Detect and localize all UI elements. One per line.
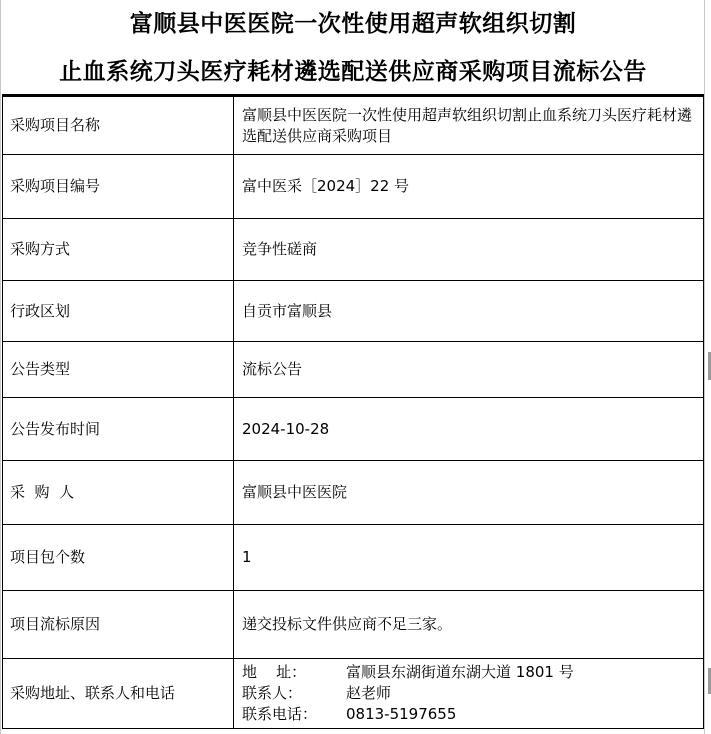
failure-reason-label: 项目流标原因 [3,591,234,659]
project-number-label: 采购项目编号 [3,155,234,219]
contact-person-value: 赵老师 [346,684,392,702]
project-name-value: 富顺县中医医院一次性使用超声软组织切割止血系统刀头医疗耗材遴选配送供应商采购项目 [234,97,704,155]
phone-key: 联系电话： [242,705,318,723]
project-number-value: 富中医采［2024］22 号 [234,155,704,219]
table-row [3,219,704,281]
contact-label: 采购地址、联系人和电话 [3,659,234,729]
contact-person-key: 联系人： [242,684,303,702]
table-row [3,97,704,155]
table-row [3,342,704,398]
notice-type-value: 流标公告 [234,342,704,398]
publish-date-label: 公告发布时间 [3,398,234,461]
project-name-label: 采购项目名称 [3,97,234,155]
package-count-label: 项目包个数 [3,525,234,591]
procurement-info-table [2,96,704,729]
purchaser-value: 富顺县中医医院 [234,461,704,525]
failure-reason-value: 递交投标文件供应商不足三家。 [234,591,704,659]
title-line-2: 止血系统刀头医疗耗材遴选配送供应商采购项目流标公告 [59,59,647,85]
table-row [3,591,704,659]
phone-line [242,704,697,725]
address-key: 地 址： [242,663,307,681]
table-row [3,659,704,729]
notice-type-label: 公告类型 [3,342,234,398]
region-value: 自贡市富顺县 [234,281,704,342]
region-label: 行政区划 [3,281,234,342]
package-count-value: 1 [234,525,704,591]
table-row [3,398,704,461]
address-line [242,662,697,683]
procurement-method-value: 竞争性磋商 [234,219,704,281]
table-row [3,525,704,591]
purchaser-label [3,461,234,525]
publish-date-value: 2024-10-28 [234,398,704,461]
table-row [3,155,704,219]
contact-value [234,659,704,729]
announcement-title [2,0,704,96]
procurement-method-label: 采购方式 [3,219,234,281]
contact-person-line [242,683,697,704]
address-value: 富顺县东湖街道东湖大道 1801 号 [346,663,574,681]
purchaser-label-text: 采 购 人 [10,483,75,501]
table-row [3,281,704,342]
phone-value: 0813-5197655 [346,705,457,723]
table-row [3,461,704,525]
title-line-1: 富顺县中医医院一次性使用超声软组织切割 [129,11,577,37]
